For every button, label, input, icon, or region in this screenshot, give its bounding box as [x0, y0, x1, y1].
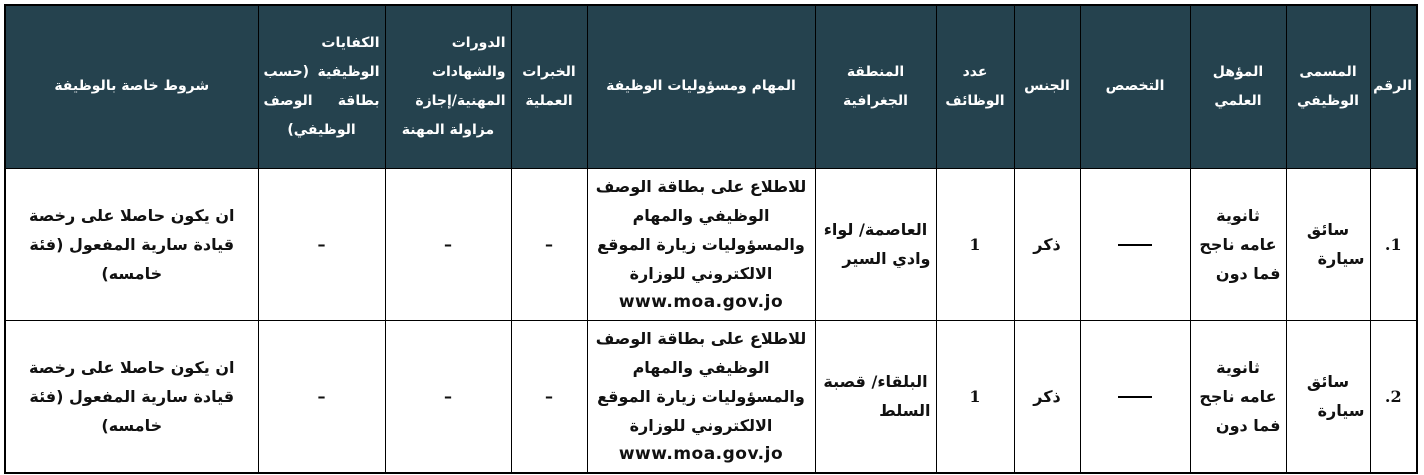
row-number: 2.: [1370, 320, 1417, 473]
header-tasks: المهام ومسؤوليات الوظيفة: [587, 5, 815, 168]
job-count: 1: [936, 320, 1014, 473]
table-row: [5, 168, 1417, 320]
special-conditions: ان يكون حاصلا على رخصة قيادة سارية المفعول (فئة خامسه): [5, 320, 258, 473]
header-gender: الجنس: [1014, 5, 1080, 168]
ministry-url: www.moa.gov.jo: [618, 291, 784, 312]
region: العاصمة/ لواء وادي السير: [815, 168, 936, 320]
tasks: [587, 168, 815, 320]
gender: ذكر: [1014, 320, 1080, 473]
header-num: الرقم: [1370, 5, 1417, 168]
header-region: المنطقة الجغرافية: [815, 5, 936, 168]
row-number: 1.: [1370, 168, 1417, 320]
table-row: [5, 320, 1417, 473]
job-count: 1: [936, 168, 1014, 320]
header-title: المسمى الوظيفي: [1286, 5, 1370, 168]
empty-dash: [1118, 244, 1152, 246]
gender: ذكر: [1014, 168, 1080, 320]
competencies: –: [258, 168, 385, 320]
experience: –: [511, 320, 587, 473]
tasks-text: للاطلاع على بطاقة الوصف الوظيفي والمهام والمسؤوليات زيارة الموقع الالكتروني للوزارة: [595, 176, 807, 283]
job-title: سائق سيارة: [1286, 320, 1370, 473]
qualification: ثانوية عامه ناجح فما دون: [1190, 320, 1286, 473]
header-competencies: الكفايات الوظيفية (حسب بطاقة الوصف الوظيفي): [258, 5, 385, 168]
region: البلقاء/ قصبة السلط: [815, 320, 936, 473]
courses: –: [385, 320, 511, 473]
job-title: سائق سيارة: [1286, 168, 1370, 320]
courses: –: [385, 168, 511, 320]
ministry-url: www.moa.gov.jo: [618, 443, 784, 464]
header-qualification: المؤهل العلمي: [1190, 5, 1286, 168]
empty-dash: [1118, 396, 1152, 398]
specialty: [1080, 320, 1190, 473]
jobs-table: [4, 4, 1418, 474]
header-count: عدد الوظائف: [936, 5, 1014, 168]
header-courses: الدورات والشهادات المهنية/إجازة مزاولة المهنة: [385, 5, 511, 168]
header-experience: الخبرات العملية: [511, 5, 587, 168]
qualification: ثانوية عامه ناجح فما دون: [1190, 168, 1286, 320]
competencies: –: [258, 320, 385, 473]
tasks: [587, 320, 815, 473]
specialty: [1080, 168, 1190, 320]
header-row: [5, 5, 1417, 168]
experience: –: [511, 168, 587, 320]
special-conditions: ان يكون حاصلا على رخصة قيادة سارية المفعول (فئة خامسه): [5, 168, 258, 320]
header-specialty: التخصص: [1080, 5, 1190, 168]
tasks-text: للاطلاع على بطاقة الوصف الوظيفي والمهام والمسؤوليات زيارة الموقع الالكتروني للوزارة: [595, 328, 807, 435]
header-conditions: شروط خاصة بالوظيفة: [5, 5, 258, 168]
